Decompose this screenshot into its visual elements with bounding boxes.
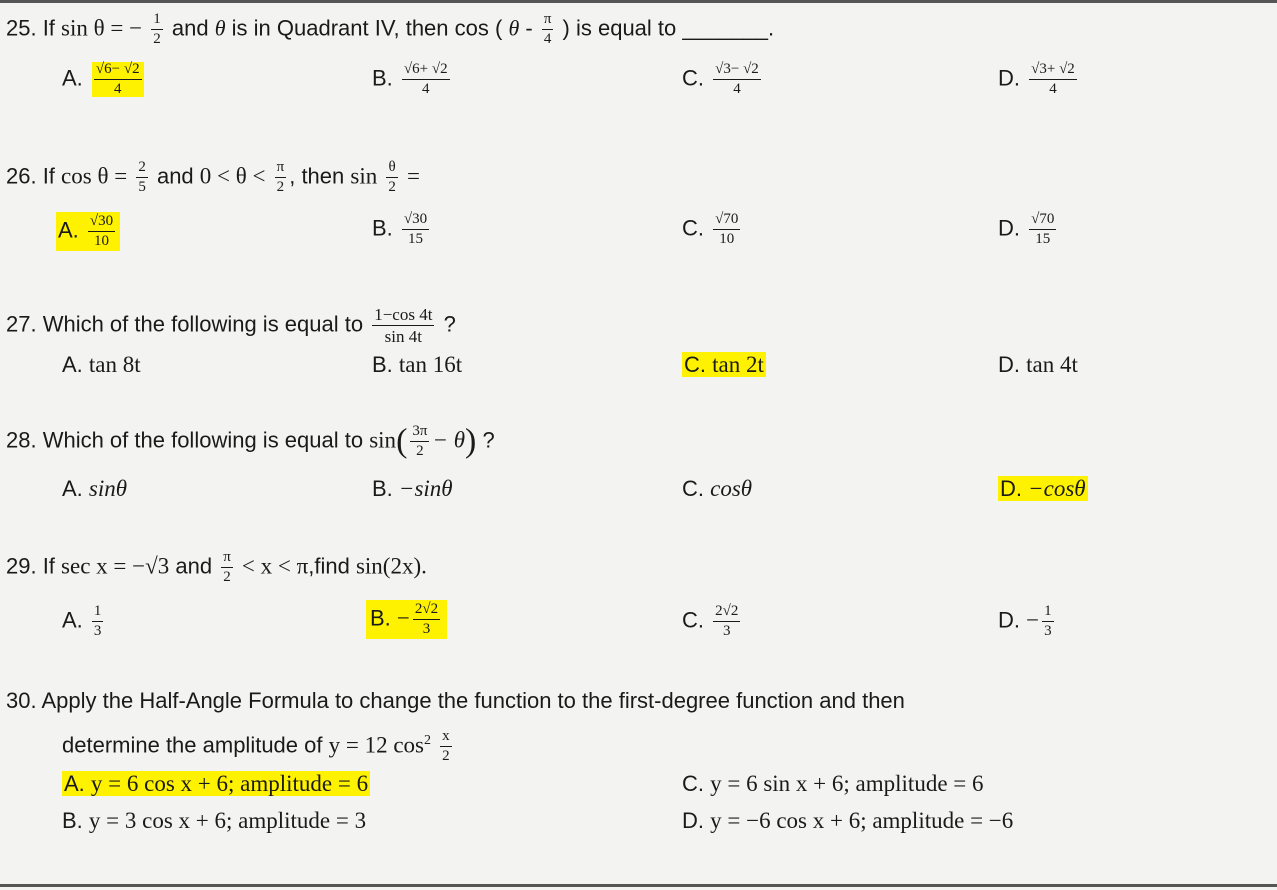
q30-a-highlight xyxy=(62,771,370,796)
q26-a-frac: $\frac{√30}{10}$ xyxy=(89,213,114,249)
q25-minus: - xyxy=(519,15,533,41)
q27-stem xyxy=(6,306,456,345)
q29-pi-2: $\frac{\pi}{2}$ xyxy=(223,549,231,585)
q25-mid: is in Quadrant IV, then cos ( xyxy=(231,15,503,41)
q27-option-a[interactable] xyxy=(62,352,141,378)
q30-option-b[interactable] xyxy=(62,808,366,834)
q26-option-d[interactable] xyxy=(998,212,1059,247)
q26-d-frac: $\frac{√70}{15}$ xyxy=(1031,211,1055,247)
q29-b-highlight xyxy=(366,600,447,639)
option-label: C. xyxy=(682,607,704,633)
q25-theta: θ xyxy=(214,15,226,41)
q26-inequality: 0 < θ < xyxy=(199,163,266,189)
option-label: C. xyxy=(682,215,704,241)
option-label: D. xyxy=(682,808,704,833)
option-text: tan 4t xyxy=(1026,352,1078,377)
q25-a-frac: $\frac{√6- √2}{4}$ xyxy=(92,62,144,97)
option-label: B. xyxy=(372,65,393,91)
q29-option-b[interactable] xyxy=(366,600,447,639)
option-text: tan 8t xyxy=(88,352,141,377)
top-border xyxy=(0,0,1277,3)
q26-c-frac: $\frac{√70}{10}$ xyxy=(715,211,739,247)
q25-stem xyxy=(6,12,774,47)
option-text: y = 6 cos x + 6; amplitude = 6 xyxy=(90,771,369,796)
option-label: B. xyxy=(372,215,393,241)
q25-tail: ) is equal to _______. xyxy=(562,15,775,41)
q27-fraction: $\frac{1-\cos 4t}{\sin 4t}$ xyxy=(374,305,433,346)
q26-option-c[interactable] xyxy=(682,212,743,247)
q28-minus-theta: − θ xyxy=(432,427,466,453)
q26-theta-2: $\frac{\theta}{2}$ xyxy=(388,159,396,195)
q28-3pi-2: $\frac{3\pi}{2}$ xyxy=(412,423,428,459)
q27-option-c[interactable] xyxy=(682,352,766,378)
option-text: −cosθ xyxy=(1028,476,1086,501)
q25-c-frac: $\frac{√3- √2}{4}$ xyxy=(715,61,759,97)
option-label: A. xyxy=(64,771,85,796)
q29-option-a[interactable] xyxy=(62,604,106,639)
q29-option-c[interactable] xyxy=(682,604,743,639)
q30-text-line2: determine the amplitude of xyxy=(62,732,323,758)
option-text: y = 3 cos x + 6; amplitude = 3 xyxy=(88,808,367,833)
q29-expr: sin(2x). xyxy=(355,553,427,579)
q25-theta2: θ xyxy=(508,15,520,41)
q26-b-frac: $\frac{√30}{15}$ xyxy=(403,211,428,247)
option-text: −sinθ xyxy=(398,476,453,501)
q28-text: 28. Which of the following is equal to xyxy=(6,427,364,453)
q25-half: $\frac{1}{2}$ xyxy=(153,11,161,47)
q25-pi-4: $\frac{\pi}{4}$ xyxy=(543,11,552,47)
q29-stem xyxy=(6,550,427,585)
q30-line2 xyxy=(62,728,455,764)
option-text: cosθ xyxy=(710,476,753,501)
q29-and: and xyxy=(175,553,213,579)
q30-line1 xyxy=(6,688,905,714)
option-label: B. xyxy=(372,476,393,501)
q26-and: and xyxy=(156,163,194,189)
q28-option-c[interactable] xyxy=(682,476,752,502)
q28-option-d[interactable] xyxy=(998,476,1088,502)
q26-stem xyxy=(6,160,420,195)
option-label: D. xyxy=(998,215,1020,241)
q28-stem xyxy=(6,424,495,459)
q25-sin-expr: sin θ = − xyxy=(61,15,143,41)
option-label: D. xyxy=(998,607,1020,633)
q26-pi-2: $\frac{\pi}{2}$ xyxy=(276,159,285,195)
option-label: B. xyxy=(62,808,83,833)
q29-sec-expr: sec x = −√3 xyxy=(61,553,170,579)
q30-option-d[interactable] xyxy=(682,808,1013,834)
q27-text: 27. Which of the following is equal to xyxy=(6,311,364,337)
q30-expr: y = 12 cos xyxy=(328,732,425,758)
q28-d-highlight xyxy=(998,476,1088,501)
q29-a-frac: $\frac{1}{3}$ xyxy=(93,603,102,639)
option-text: tan 2t xyxy=(712,352,764,377)
q25-option-d[interactable] xyxy=(998,62,1080,97)
option-label: D. xyxy=(998,352,1020,377)
q28-option-b[interactable] xyxy=(372,476,453,502)
option-label: C. xyxy=(682,65,704,91)
q30-option-a[interactable] xyxy=(62,771,370,797)
q25-b-frac: $\frac{√6+ √2}{4}$ xyxy=(403,61,448,97)
q25-option-c[interactable] xyxy=(682,62,764,97)
q26-number: 26. If xyxy=(6,163,55,189)
q26-equals: = xyxy=(406,163,420,189)
option-label: A. xyxy=(58,217,79,243)
q29-option-d[interactable] xyxy=(998,604,1057,639)
q26-cos-expr: cos θ = xyxy=(61,163,128,189)
q28-option-a[interactable] xyxy=(62,476,127,502)
q29-inequality: < x < π xyxy=(241,553,309,579)
q27-c-highlight xyxy=(682,352,766,377)
q25-option-a[interactable] xyxy=(62,62,147,97)
q28-sin: sin xyxy=(369,427,397,453)
bottom-border xyxy=(0,884,1277,887)
q25-d-frac: $\frac{√3+ √2}{4}$ xyxy=(1031,61,1075,97)
q26-frac-2-5: $\frac{2}{5}$ xyxy=(138,159,146,195)
option-label: C. xyxy=(684,352,706,377)
q29-number: 29. If xyxy=(6,553,55,579)
q27-option-b[interactable] xyxy=(372,352,462,378)
q25-number: 25. If xyxy=(6,15,55,41)
option-text: y = 6 sin x + 6; amplitude = 6 xyxy=(710,771,984,796)
option-label: A. xyxy=(62,476,83,501)
option-sign: − xyxy=(396,605,410,631)
q29-b-frac: $\frac{2√2}{3}$ xyxy=(414,601,439,637)
q25-and: and xyxy=(171,15,209,41)
q29-c-frac: $\frac{2√2}{3}$ xyxy=(715,603,739,639)
option-label: A. xyxy=(62,607,83,633)
option-text: tan 16t xyxy=(398,352,463,377)
q26-sin: sin xyxy=(350,163,378,189)
option-label: C. xyxy=(682,771,704,796)
q28-question-mark: ? xyxy=(482,427,495,453)
q28-close-paren: ) xyxy=(465,422,477,460)
q26-option-b[interactable] xyxy=(372,212,432,247)
q26-then: , then xyxy=(289,163,345,189)
option-label: A. xyxy=(62,65,83,91)
option-label: A. xyxy=(62,352,83,377)
q27-option-d[interactable] xyxy=(998,352,1078,378)
option-text: sinθ xyxy=(88,476,128,501)
q26-a-highlight xyxy=(56,212,120,251)
q30-option-c[interactable] xyxy=(682,771,984,797)
q29-d-frac: $\frac{1}{3}$ xyxy=(1044,603,1052,639)
option-label: D. xyxy=(1000,476,1022,501)
option-text: y = −6 cos x + 6; amplitude = −6 xyxy=(710,808,1014,833)
option-label: B. xyxy=(370,605,391,631)
option-sign: − xyxy=(1026,607,1040,633)
q25-option-b[interactable] xyxy=(372,62,453,97)
option-label: B. xyxy=(372,352,393,377)
q30-x-2: $\frac{x}{2}$ xyxy=(442,728,450,765)
option-label: D. xyxy=(998,65,1020,91)
q28-open-paren: ( xyxy=(396,422,408,460)
q29-find: ,find xyxy=(308,553,350,579)
option-label: C. xyxy=(682,476,704,501)
q26-option-a[interactable] xyxy=(56,212,120,251)
q30-text-line1: 30. Apply the Half-Angle Formula to change the function to the first-degree function and then xyxy=(6,688,905,713)
q30-superscript: 2 xyxy=(424,733,432,748)
q27-question-mark: ? xyxy=(443,311,456,337)
